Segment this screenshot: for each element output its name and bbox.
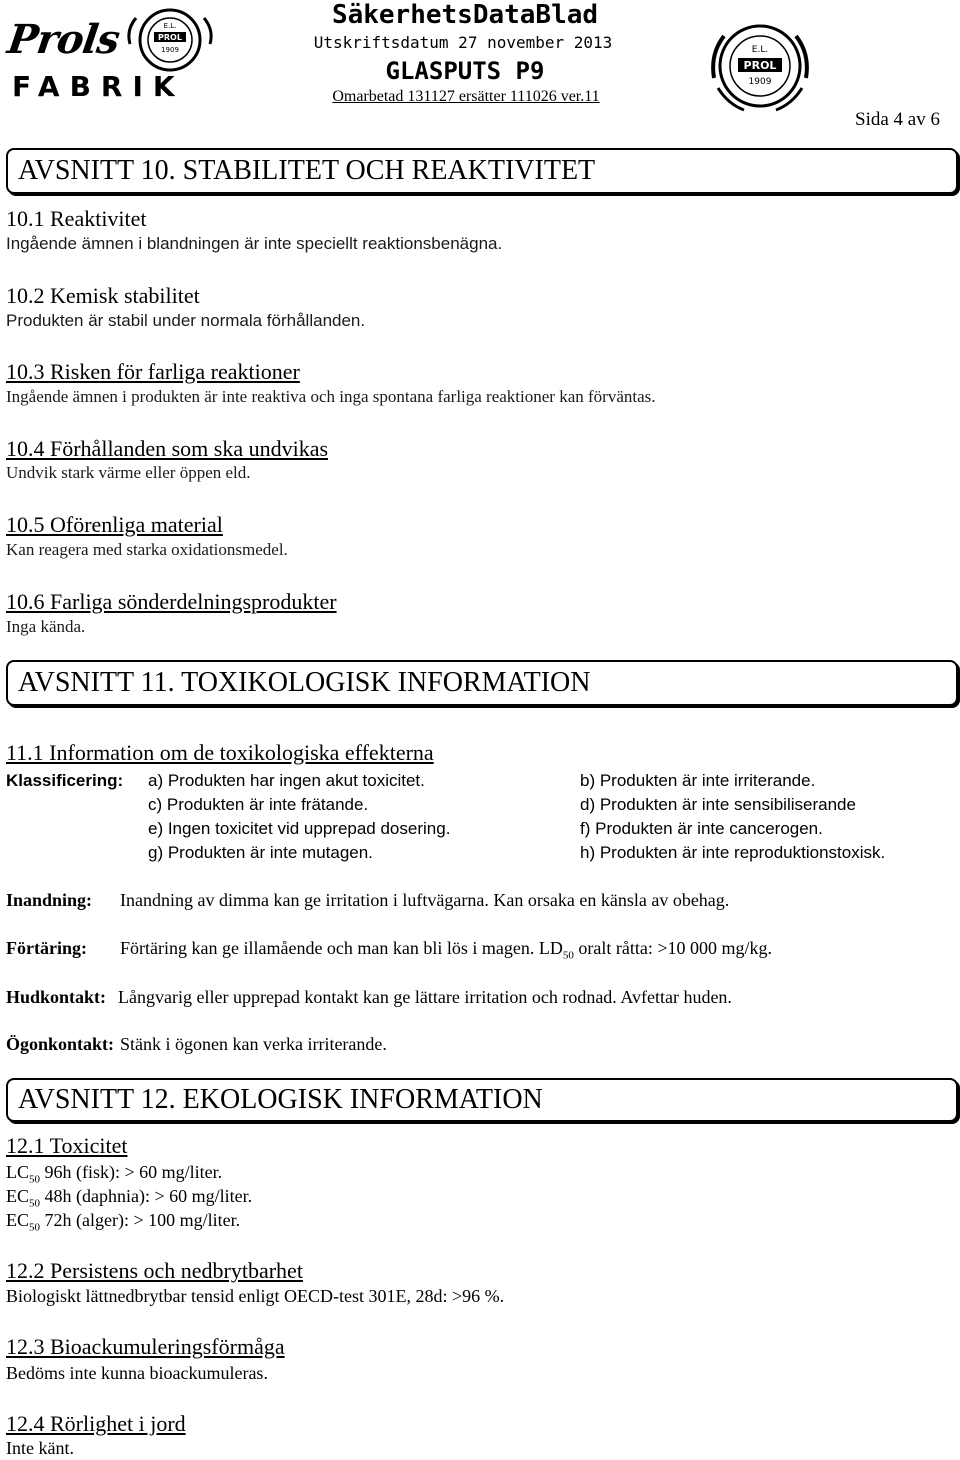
heading-10-3: 10.3 Risken för farliga reaktioner (6, 359, 300, 384)
seal-right-brand: PROL (743, 59, 777, 72)
klass-f: f) Produkten är inte cancerogen. (580, 819, 823, 838)
klass-d: d) Produkten är inte sensibiliserande (580, 795, 856, 814)
section-12-title: AVSNITT 12. EKOLOGISK INFORMATION (18, 1084, 543, 1115)
toxicity-algae-subscript: 50 (29, 1221, 41, 1234)
klass-h: h) Produkten är inte reproduktionstoxisk. (580, 843, 886, 862)
klass-g: g) Produkten är inte mutagen. (148, 843, 373, 862)
text-10-1: Ingående ämnen i blandningen är inte speciellt reaktionsbenägna. (6, 234, 503, 253)
text-10-3: Ingående ämnen i produkten är inte reaktiva och inga spontana farliga reaktioner kan förväntas. (6, 387, 656, 406)
toxicity-fish-value: 96h (fisk): > 60 mg/liter. (40, 1162, 223, 1182)
fortaring-text-value: oralt råtta: >10 000 mg/kg. (573, 938, 773, 958)
heading-12-3: 12.3 Bioackumuleringsförmåga (6, 1334, 285, 1359)
heading-10-5: 10.5 Oförenliga material (6, 512, 223, 537)
company-logo-wordmark: FABRIK (12, 70, 185, 103)
toxicity-algae (6, 1209, 241, 1234)
section-10-title: AVSNITT 10. STABILITET OCH REAKTIVITET (18, 155, 596, 186)
toxicity-daphnia-value: 48h (daphnia): > 60 mg/liter. (40, 1186, 253, 1206)
klass-c: c) Produkten är inte frätande. (148, 795, 369, 814)
heading-10-4: 10.4 Förhållanden som ska undvikas (6, 436, 329, 461)
fortaring-ld-subscript: 50 (562, 949, 574, 962)
text-10-6: Inga kända. (6, 617, 86, 636)
text-10-5: Kan reagera med starka oxidationsmedel. (6, 540, 288, 559)
inandning-label: Inandning: (6, 890, 93, 910)
fortaring-text (120, 937, 773, 962)
klass-e: e) Ingen toxicitet vid upprepad dosering. (148, 819, 451, 838)
text-12-2: Biologiskt lättnedbrytbar tensid enligt OECD-test 301E, 28d: >96 %. (6, 1286, 505, 1306)
heading-12-2: 12.2 Persistens och nedbrytbarhet (6, 1258, 303, 1283)
fortaring-text-main: Förtäring kan ge illamående och man kan bli lös i magen. LD (120, 938, 563, 958)
heading-10-6: 10.6 Farliga sönderdelningsprodukter (6, 589, 337, 614)
toxicity-fish-subscript: 50 (29, 1173, 41, 1186)
klassificering-label: Klassificering: (6, 771, 124, 790)
page-number: Sida 4 av 6 (855, 109, 940, 130)
hudkontakt-label: Hudkontakt: (6, 987, 107, 1007)
print-date: Utskriftsdatum 27 november 2013 (313, 33, 613, 52)
toxicity-daphnia-subscript: 50 (29, 1197, 41, 1210)
company-seal-right (708, 18, 812, 118)
product-name: GLASPUTS P9 (385, 57, 545, 85)
toxicity-fish (6, 1161, 223, 1186)
heading-12-4: 12.4 Rörlighet i jord (6, 1411, 186, 1436)
klass-b: b) Produkten är inte irriterande. (580, 771, 816, 790)
toxicity-fish-measure: LC (6, 1162, 30, 1182)
text-12-3: Bedöms inte kunna bioackumuleras. (6, 1363, 268, 1383)
seal-left-brand: PROL (158, 33, 182, 42)
revision-note: Omarbetad 131127 ersätter 111026 ver.11 (332, 88, 600, 105)
document-title: SäkerhetsDataBlad (331, 0, 599, 30)
toxicity-algae-value: 72h (alger): > 100 mg/liter. (40, 1210, 241, 1230)
section-10-banner (6, 148, 958, 194)
section-11-title: AVSNITT 11. TOXIKOLOGISK INFORMATION (18, 667, 591, 698)
seal-right-mid: E.L. (751, 45, 769, 55)
klass-a: a) Produkten har ingen akut toxicitet. (148, 771, 425, 790)
hudkontakt-text: Långvarig eller upprepad kontakt kan ge lättare irritation och rodnad. Avfettar huden. (118, 987, 732, 1007)
ogonkontakt-label: Ögonkontakt: (6, 1034, 115, 1054)
toxicity-daphnia-measure: EC (6, 1186, 30, 1206)
text-12-4: Inte känt. (6, 1438, 74, 1458)
ogonkontakt-text: Stänk i ögonen kan verka irriterande. (120, 1034, 387, 1054)
section-11-banner (6, 660, 958, 706)
company-logo-script: Prols (4, 16, 122, 63)
fortaring-label: Förtäring: (6, 938, 87, 958)
seal-left-mid: E.L. (163, 22, 177, 30)
heading-10-1: 10.1 Reaktivitet (6, 206, 147, 231)
heading-10-2: 10.2 Kemisk stabilitet (6, 283, 200, 308)
toxicity-algae-measure: EC (6, 1210, 30, 1230)
text-10-4: Undvik stark värme eller öppen eld. (6, 463, 251, 482)
heading-11-1: 11.1 Information om de toxikologiska effekterna (6, 740, 434, 765)
heading-12-1: 12.1 Toxicitet (6, 1133, 128, 1158)
inandning-text: Inandning av dimma kan ge irritation i luftvägarna. Kan orsaka en känsla av obehag. (120, 890, 730, 910)
seal-left-year: 1909 (161, 46, 179, 54)
company-seal-left (120, 4, 220, 74)
seal-right-year: 1909 (748, 77, 772, 87)
section-12-banner (6, 1078, 958, 1122)
toxicity-daphnia (6, 1185, 253, 1210)
text-10-2: Produkten är stabil under normala förhållanden. (6, 311, 366, 330)
